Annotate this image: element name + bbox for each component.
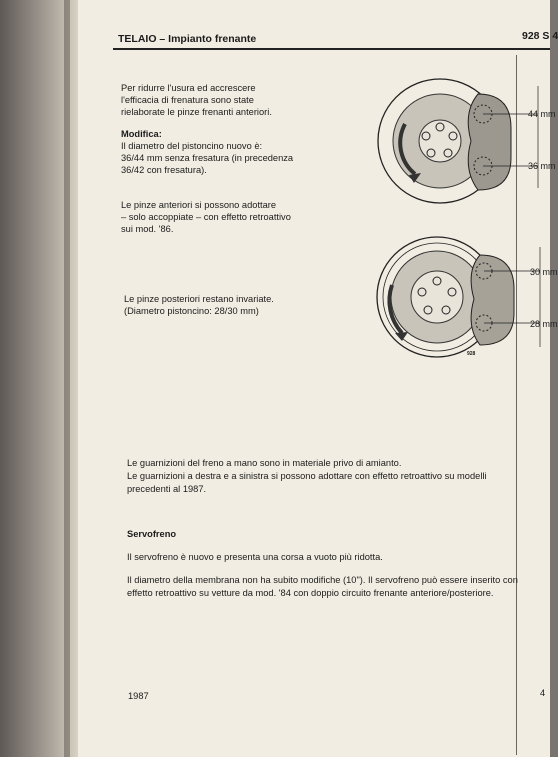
rear-dimension-bottom: 28 mm	[530, 319, 558, 329]
handbrake-line-3: precedenti al 1987.	[127, 484, 207, 494]
servofreno-paragraph-1: Il servofreno è nuovo e presenta una corsa a vuoto più ridotta.	[127, 552, 383, 562]
footer-year: 1987	[128, 691, 149, 701]
figure-code: 928	[467, 351, 476, 357]
front-brake-diagram	[375, 78, 550, 203]
modifica-line-3: 36/42 con fresatura).	[121, 165, 207, 175]
modifica-line-2: 36/44 mm senza fresatura (in precedenza	[121, 153, 294, 163]
servofreno-paragraph-2-line-1: Il diametro della membrana non ha subito modifiche (10"). Il servofreno può essere inserito con	[127, 575, 518, 585]
handbrake-line-2: Le guarnizioni a destra e a sinistra si possono adottare con effetto retroattivo su modelli	[127, 471, 487, 481]
intro-line-3: rielaborate le pinze frenanti anteriori.	[121, 107, 272, 117]
intro-line-2: l'efficacia di frenatura sono state	[121, 95, 254, 105]
rear-dimension-top: 30 mm	[530, 267, 558, 277]
rear-calipers-line-1: Le pinze posteriori restano invariate.	[124, 294, 274, 304]
modifica-heading: Modifica:	[121, 129, 162, 139]
front-calipers-line-1: Le pinze anteriori si possono adottare	[121, 200, 277, 210]
page-header-title: TELAIO – Impianto frenante	[118, 33, 257, 45]
modifica-line-1: Il diametro del pistoncino nuovo è:	[121, 141, 263, 151]
servofreno-paragraph-2-line-2: effetto retroattivo su vetture da mod. '84 con doppio circuito frenante anteriore/posteriore.	[127, 588, 494, 598]
front-dimension-bottom: 36 mm	[528, 161, 556, 171]
page-header-code: 928 S 4	[522, 30, 558, 42]
handbrake-line-1: Le guarnizioni del freno a mano sono in materiale privo di amianto.	[127, 458, 402, 468]
front-dimension-top: 44 mm	[528, 109, 556, 119]
header-rule	[113, 48, 550, 50]
rear-calipers-line-2: (Diametro pistoncino: 28/30 mm)	[124, 306, 259, 316]
rear-brake-diagram	[372, 237, 550, 362]
footer-page-number: 4	[540, 688, 546, 698]
front-calipers-line-2: – solo accoppiate – con effetto retroattivo	[121, 212, 291, 222]
binding-spine	[64, 0, 70, 757]
servofreno-heading: Servofreno	[127, 529, 177, 539]
front-calipers-line-3: sui mod. '86.	[121, 224, 174, 234]
intro-line-1: Per ridurre l'usura ed accrescere	[121, 83, 256, 93]
